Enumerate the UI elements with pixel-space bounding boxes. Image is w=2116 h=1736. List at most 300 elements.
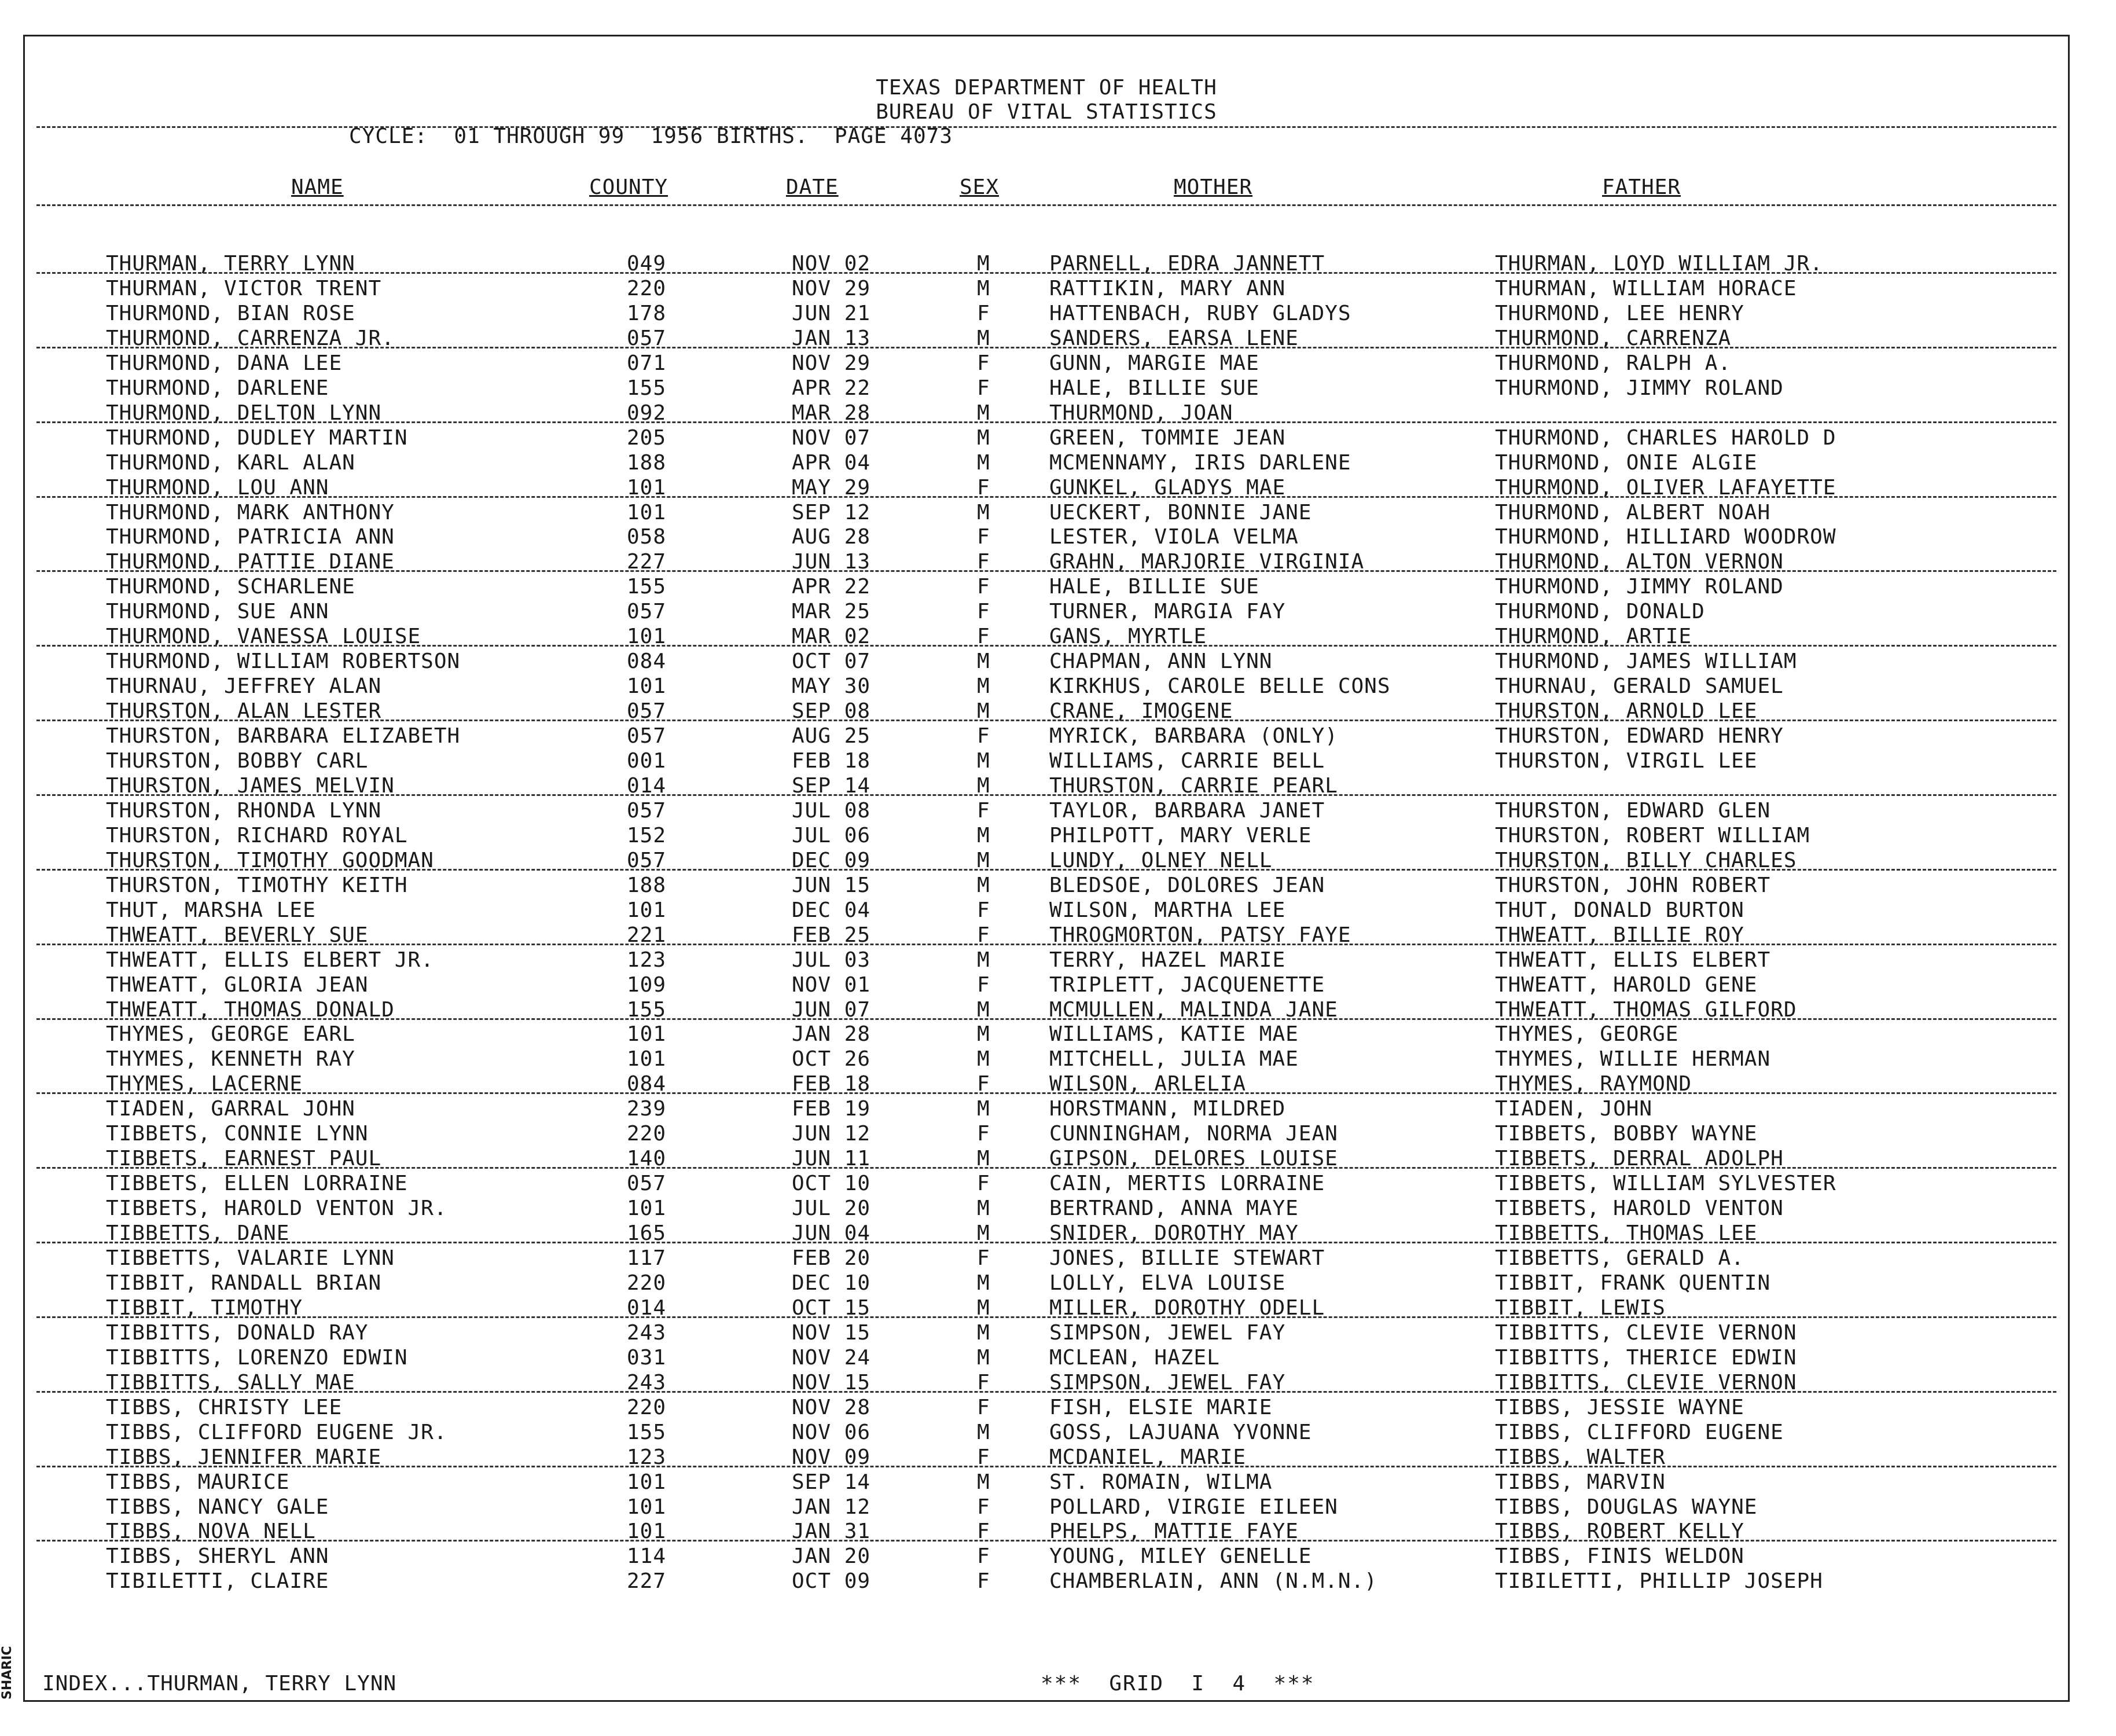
cell-name: THURMOND, BIAN ROSE [106,302,355,325]
cell-county: 109 [627,973,667,997]
cell-county: 057 [627,799,667,823]
cell-county: 101 [627,1022,667,1046]
cell-mother: WILLIAMS, CARRIE BELL [1049,749,1325,773]
cell-sex: F [977,1445,990,1469]
cell-mother: PHILPOTT, MARY VERLE [1049,824,1312,847]
header-rule [36,126,2056,128]
cell-mother: MCMENNAMY, IRIS DARLENE [1049,451,1351,475]
cell-sex: M [977,1321,990,1345]
cell-county: 140 [627,1147,667,1170]
column-header-county: COUNTY [589,175,668,199]
cell-name: TIBBETS, EARNEST PAUL [106,1147,382,1170]
cell-date: JUN 07 [792,998,871,1022]
cell-sex: F [977,1072,990,1096]
row-separator [36,794,2056,796]
cell-county: 101 [627,1520,667,1543]
cell-sex: M [977,451,990,475]
cell-date: JUL 08 [792,799,871,823]
table-row [25,749,2068,773]
cell-father: TIBBS, WALTER [1495,1445,1666,1469]
cell-sex: M [977,1147,990,1170]
cell-sex: M [977,948,990,972]
row-separator [36,347,2056,348]
cell-sex: M [977,1097,990,1121]
cell-date: JUN 13 [792,550,871,574]
cell-name: TIBBS, MAURICE [106,1470,290,1494]
cell-sex: M [977,252,990,276]
cell-sex: F [977,973,990,997]
bureau-title: BUREAU OF VITAL STATISTICS [876,100,1217,124]
cell-sex: F [977,625,990,648]
cell-father: THURSTON, ARNOLD LEE [1495,699,1758,723]
cell-sex: F [977,724,990,748]
cell-name: THURMOND, DARLENE [106,376,329,400]
cell-date: FEB 19 [792,1097,871,1121]
cell-name: TIBBIT, RANDALL BRIAN [106,1271,382,1295]
cell-date: DEC 10 [792,1271,871,1295]
cell-mother: LESTER, VIOLA VELMA [1049,525,1299,549]
cell-father: THURMAN, WILLIAM HORACE [1495,277,1797,300]
cell-father: THURMOND, JIMMY ROLAND [1495,575,1784,599]
cell-county: 165 [627,1221,667,1245]
cell-county: 220 [627,277,667,300]
cell-county: 101 [627,1197,667,1220]
cell-county: 057 [627,600,667,623]
cell-father: THURMOND, ALTON VERNON [1495,550,1784,574]
cell-date: NOV 09 [792,1445,871,1469]
cell-sex: F [977,1371,990,1394]
cell-date: FEB 18 [792,1072,871,1096]
table-row [25,302,2068,326]
cell-county: 155 [627,998,667,1022]
table-row [25,451,2068,475]
cell-name: THWEATT, BEVERLY SUE [106,923,369,947]
cell-name: TIBBS, CHRISTY LEE [106,1396,343,1419]
row-separator [36,1018,2056,1020]
cell-mother: HORSTMANN, MILDRED [1049,1097,1286,1121]
cell-date: DEC 09 [792,849,871,872]
table-row [25,501,2068,525]
cell-date: OCT 10 [792,1172,871,1195]
cell-name: TIBILETTI, CLAIRE [106,1569,329,1593]
cell-sex: M [977,1421,990,1444]
cell-sex: M [977,1271,990,1295]
table-row [25,1197,2068,1221]
cell-mother: POLLARD, VIRGIE EILEEN [1049,1495,1338,1519]
cell-date: APR 22 [792,376,871,400]
row-separator [36,570,2056,572]
cell-date: MAR 28 [792,401,871,425]
column-header-mother: MOTHER [1174,175,1253,199]
cell-sex: M [977,326,990,350]
cell-sex: M [977,1221,990,1245]
cell-county: 155 [627,1421,667,1444]
cell-sex: M [977,998,990,1022]
cell-sex: F [977,1246,990,1270]
cell-sex: F [977,799,990,823]
cell-mother: THURMOND, JOAN [1049,401,1233,425]
table-row [25,1321,2068,1345]
column-header-father: FATHER [1602,175,1681,199]
cell-father: TIBBITTS, THERICE EDWIN [1495,1346,1797,1370]
cell-date: MAR 25 [792,600,871,623]
cell-date: JAN 20 [792,1544,871,1568]
cell-father: TIBBETS, WILLIAM SYLVESTER [1495,1172,1836,1195]
table-row [25,1544,2068,1569]
cell-date: JUN 04 [792,1221,871,1245]
cell-father: TIBBIT, LEWIS [1495,1296,1666,1320]
cell-sex: F [977,302,990,325]
cell-father: THURMAN, LOYD WILLIAM JR. [1495,252,1823,276]
cell-county: 101 [627,476,667,500]
cell-name: THURSTON, RHONDA LYNN [106,799,382,823]
cell-mother: SIMPSON, JEWEL FAY [1049,1371,1286,1394]
cell-date: NOV 15 [792,1371,871,1394]
cell-father: THURMOND, JIMMY ROLAND [1495,376,1784,400]
cell-name: TIBBS, JENNIFER MARIE [106,1445,382,1469]
cell-date: NOV 15 [792,1321,871,1345]
cell-sex: F [977,376,990,400]
table-row [25,1271,2068,1295]
cell-date: JUN 12 [792,1122,871,1146]
cell-date: JUN 21 [792,302,871,325]
table-row [25,1097,2068,1121]
cell-mother: FISH, ELSIE MARIE [1049,1396,1273,1419]
cell-name: TIBBETS, HAROLD VENTON JR. [106,1197,447,1220]
cell-sex: F [977,600,990,623]
cell-county: 239 [627,1097,667,1121]
row-separator [36,1242,2056,1243]
cell-date: FEB 20 [792,1246,871,1270]
cell-county: 243 [627,1321,667,1345]
cell-name: THURSTON, BARBARA ELIZABETH [106,724,461,748]
table-row [25,1346,2068,1370]
cell-mother: TURNER, MARGIA FAY [1049,600,1286,623]
cell-county: 155 [627,376,667,400]
cell-mother: MYRICK, BARBARA (ONLY) [1049,724,1338,748]
cell-name: THWEATT, THOMAS DONALD [106,998,395,1022]
cell-mother: GIPSON, DELORES LOUISE [1049,1147,1338,1170]
cell-date: NOV 28 [792,1396,871,1419]
cell-county: 227 [627,550,667,574]
cell-date: OCT 26 [792,1047,871,1071]
cell-father: TIBBETS, HAROLD VENTON [1495,1197,1784,1220]
table-row [25,575,2068,599]
table-row [25,1569,2068,1594]
cell-father: THURMOND, HILLIARD WOODROW [1495,525,1836,549]
cell-father: THYMES, GEORGE [1495,1022,1679,1046]
cell-sex: M [977,501,990,524]
cell-sex: F [977,476,990,500]
cell-mother: THROGMORTON, PATSY FAYE [1049,923,1351,947]
cell-date: OCT 15 [792,1296,871,1320]
grid-footer: *** GRID I 4 *** [1041,1672,1315,1695]
cell-mother: WILSON, ARLELIA [1049,1072,1247,1096]
cell-mother: TERRY, HAZEL MARIE [1049,948,1286,972]
cell-county: 220 [627,1396,667,1419]
cell-sex: M [977,426,990,450]
cell-father: TIBBETTS, GERALD A. [1495,1246,1744,1270]
table-row [25,1246,2068,1271]
cell-sex: M [977,1346,990,1370]
table-row [25,1396,2068,1420]
cell-name: TIBBS, CLIFFORD EUGENE JR. [106,1421,447,1444]
table-row [25,525,2068,549]
cell-mother: PHELPS, MATTIE FAYE [1049,1520,1299,1543]
cell-father: THURMOND, ONIE ALGIE [1495,451,1758,475]
row-separator [36,1167,2056,1169]
cell-mother: THURSTON, CARRIE PEARL [1049,774,1338,798]
table-row [25,1470,2068,1495]
table-row [25,376,2068,401]
cell-sex: M [977,824,990,847]
cell-father: TIBBITTS, CLEVIE VERNON [1495,1371,1797,1394]
cell-county: 123 [627,948,667,972]
table-row [25,1047,2068,1071]
cell-mother: GUNKEL, GLADYS MAE [1049,476,1286,500]
cell-mother: KIRKHUS, CAROLE BELLE CONS [1049,674,1391,698]
table-row [25,1172,2068,1196]
row-separator [36,272,2056,274]
cell-father: THYMES, WILLIE HERMAN [1495,1047,1771,1071]
cell-county: 057 [627,849,667,872]
cell-date: JAN 13 [792,326,871,350]
row-separator [36,1466,2056,1467]
cell-father: THURSTON, EDWARD HENRY [1495,724,1784,748]
table-row [25,426,2068,450]
cell-county: 101 [627,1495,667,1519]
cell-sex: M [977,1022,990,1046]
cell-father: TIBBS, ROBERT KELLY [1495,1520,1744,1543]
cell-sex: M [977,674,990,698]
cell-name: THURSTON, BOBBY CARL [106,749,369,773]
cell-name: TIBBITTS, SALLY MAE [106,1371,355,1394]
cell-county: 057 [627,326,667,350]
cell-county: 188 [627,451,667,475]
cell-mother: TAYLOR, BARBARA JANET [1049,799,1325,823]
cell-mother: WILSON, MARTHA LEE [1049,898,1286,922]
cell-father: TIADEN, JOHN [1495,1097,1653,1121]
cell-mother: ST. ROMAIN, WILMA [1049,1470,1273,1494]
cell-father: THURMOND, OLIVER LAFAYETTE [1495,476,1836,500]
table-row [25,1122,2068,1146]
cell-father: THURSTON, JOHN ROBERT [1495,873,1771,897]
cell-sex: F [977,1122,990,1146]
row-separator [36,720,2056,721]
cell-father: TIBBITTS, CLEVIE VERNON [1495,1321,1797,1345]
cell-county: 092 [627,401,667,425]
cell-father: TIBBS, CLIFFORD EUGENE [1495,1421,1784,1444]
table-row [25,1495,2068,1520]
cell-mother: MILLER, DOROTHY ODELL [1049,1296,1325,1320]
cell-father: THURNAU, GERALD SAMUEL [1495,674,1784,698]
cell-date: JUL 06 [792,824,871,847]
table-row [25,898,2068,923]
cell-county: 101 [627,674,667,698]
cell-date: APR 04 [792,451,871,475]
cell-name: THURMAN, TERRY LYNN [106,252,355,276]
cell-mother: BERTRAND, ANNA MAYE [1049,1197,1299,1220]
cell-name: THURMOND, VANESSA LOUISE [106,625,421,648]
cell-mother: GREEN, TOMMIE JEAN [1049,426,1286,450]
cell-date: OCT 07 [792,649,871,673]
document-frame [23,35,2070,1702]
cell-name: TIBBETS, ELLEN LORRAINE [106,1172,408,1195]
cell-mother: MCLEAN, HAZEL [1049,1346,1220,1370]
cell-mother: LOLLY, ELVA LOUISE [1049,1271,1286,1295]
cell-mother: HALE, BILLIE SUE [1049,575,1259,599]
cell-father: THURMOND, CHARLES HAROLD D [1495,426,1836,450]
cell-sex: M [977,873,990,897]
cell-county: 101 [627,501,667,524]
cell-name: TIBBITTS, LORENZO EDWIN [106,1346,408,1370]
cell-county: 057 [627,1172,667,1195]
table-row [25,824,2068,848]
cell-sex: F [977,575,990,599]
cell-county: 101 [627,1047,667,1071]
cell-mother: LUNDY, OLNEY NELL [1049,849,1273,872]
cell-mother: GUNN, MARGIE MAE [1049,351,1259,375]
cell-county: 155 [627,575,667,599]
side-stamp: SHARIC [0,1646,14,1700]
cell-name: TIADEN, GARRAL JOHN [106,1097,355,1121]
cell-father: THUT, DONALD BURTON [1495,898,1744,922]
cell-name: THURMAN, VICTOR TRENT [106,277,382,300]
cell-name: THURSTON, TIMOTHY KEITH [106,873,408,897]
cell-name: THURMOND, WILLIAM ROBERTSON [106,649,461,673]
cell-name: TIBBITTS, DONALD RAY [106,1321,369,1345]
cell-date: NOV 06 [792,1421,871,1444]
cell-county: 114 [627,1544,667,1568]
cell-name: THURSTON, RICHARD ROYAL [106,824,408,847]
cell-name: THURMOND, LOU ANN [106,476,329,500]
table-row [25,973,2068,997]
cell-date: JUL 20 [792,1197,871,1220]
cell-name: THURMOND, SCHARLENE [106,575,355,599]
cell-name: THUT, MARSHA LEE [106,898,316,922]
cell-sex: M [977,1197,990,1220]
cell-father: THURMOND, JAMES WILLIAM [1495,649,1797,673]
cell-date: AUG 28 [792,525,871,549]
cell-name: THURMOND, MARK ANTHONY [106,501,395,524]
cell-county: 014 [627,774,667,798]
cell-mother: TRIPLETT, JACQUENETTE [1049,973,1325,997]
cell-mother: CHAMBERLAIN, ANN (N.M.N.) [1049,1569,1377,1593]
cell-father: TIBBS, MARVIN [1495,1470,1666,1494]
cell-county: 084 [627,649,667,673]
cell-county: 117 [627,1246,667,1270]
cell-father: THURMOND, ARTIE [1495,625,1692,648]
cell-county: 031 [627,1346,667,1370]
cell-date: SEP 14 [792,774,871,798]
table-row [25,948,2068,972]
cell-date: OCT 09 [792,1569,871,1593]
cell-sex: F [977,898,990,922]
cell-county: 227 [627,1569,667,1593]
cell-sex: M [977,401,990,425]
cell-date: MAR 02 [792,625,871,648]
cell-name: TIBBS, SHERYL ANN [106,1544,329,1568]
cell-father: THURMOND, LEE HENRY [1495,302,1744,325]
cell-mother: MCDANIEL, MARIE [1049,1445,1247,1469]
cell-date: NOV 29 [792,277,871,300]
cell-mother: CUNNINGHAM, NORMA JEAN [1049,1122,1338,1146]
cell-date: SEP 08 [792,699,871,723]
row-separator [36,1316,2056,1318]
cell-name: THURSTON, TIMOTHY GOODMAN [106,849,434,872]
cell-sex: F [977,1544,990,1568]
cell-mother: RATTIKIN, MARY ANN [1049,277,1286,300]
cell-father: TIBILETTI, PHILLIP JOSEPH [1495,1569,1823,1593]
table-row [25,873,2068,898]
cell-sex: M [977,1470,990,1494]
cell-mother: GOSS, LAJUANA YVONNE [1049,1421,1312,1444]
cell-sex: F [977,1569,990,1593]
cell-date: FEB 18 [792,749,871,773]
cell-name: THURMOND, DUDLEY MARTIN [106,426,408,450]
cell-mother: SANDERS, EARSA LENE [1049,326,1299,350]
cell-name: THURMOND, PATTIE DIANE [106,550,395,574]
table-row [25,724,2068,748]
cell-mother: UECKERT, BONNIE JANE [1049,501,1312,524]
cell-father: TIBBETTS, THOMAS LEE [1495,1221,1758,1245]
cell-father: TIBBETS, DERRAL ADOLPH [1495,1147,1784,1170]
cell-date: NOV 24 [792,1346,871,1370]
cell-mother: CAIN, MERTIS LORRAINE [1049,1172,1325,1195]
cell-county: 220 [627,1122,667,1146]
cell-name: TIBBS, NOVA NELL [106,1520,316,1543]
column-header-sex: SEX [960,175,1000,199]
cell-father: THURSTON, ROBERT WILLIAM [1495,824,1810,847]
cell-county: 123 [627,1445,667,1469]
column-header-date: DATE [786,175,839,199]
cell-sex: F [977,525,990,549]
cell-sex: M [977,649,990,673]
cell-mother: HALE, BILLIE SUE [1049,376,1259,400]
cell-county: 001 [627,749,667,773]
table-row [25,649,2068,674]
cell-name: THURMOND, PATRICIA ANN [106,525,395,549]
table-row [25,351,2068,376]
cell-mother: GRAHN, MARJORIE VIRGINIA [1049,550,1365,574]
table-row [25,1421,2068,1445]
table-row [25,674,2068,699]
cell-father: TIBBS, FINIS WELDON [1495,1544,1744,1568]
cell-name: THURNAU, JEFFREY ALAN [106,674,382,698]
cell-county: 178 [627,302,667,325]
cell-father: TIBBS, DOUGLAS WAYNE [1495,1495,1758,1519]
cell-date: JUN 11 [792,1147,871,1170]
row-separator [36,944,2056,945]
cell-mother: SNIDER, DOROTHY MAY [1049,1221,1299,1245]
cell-date: APR 22 [792,575,871,599]
cell-date: JAN 12 [792,1495,871,1519]
cell-county: 057 [627,699,667,723]
cell-mother: WILLIAMS, KATIE MAE [1049,1022,1299,1046]
cell-name: TIBBETTS, VALARIE LYNN [106,1246,395,1270]
cell-county: 014 [627,1296,667,1320]
cell-date: JAN 28 [792,1022,871,1046]
cell-sex: F [977,351,990,375]
cell-father: THURMOND, RALPH A. [1495,351,1732,375]
cell-name: THURSTON, ALAN LESTER [106,699,382,723]
cell-father: TIBBIT, FRANK QUENTIN [1495,1271,1771,1295]
cell-sex: M [977,749,990,773]
cell-father: THURMOND, CARRENZA [1495,326,1732,350]
cell-county: 084 [627,1072,667,1096]
cell-name: THYMES, LACERNE [106,1072,303,1096]
cell-county: 101 [627,625,667,648]
